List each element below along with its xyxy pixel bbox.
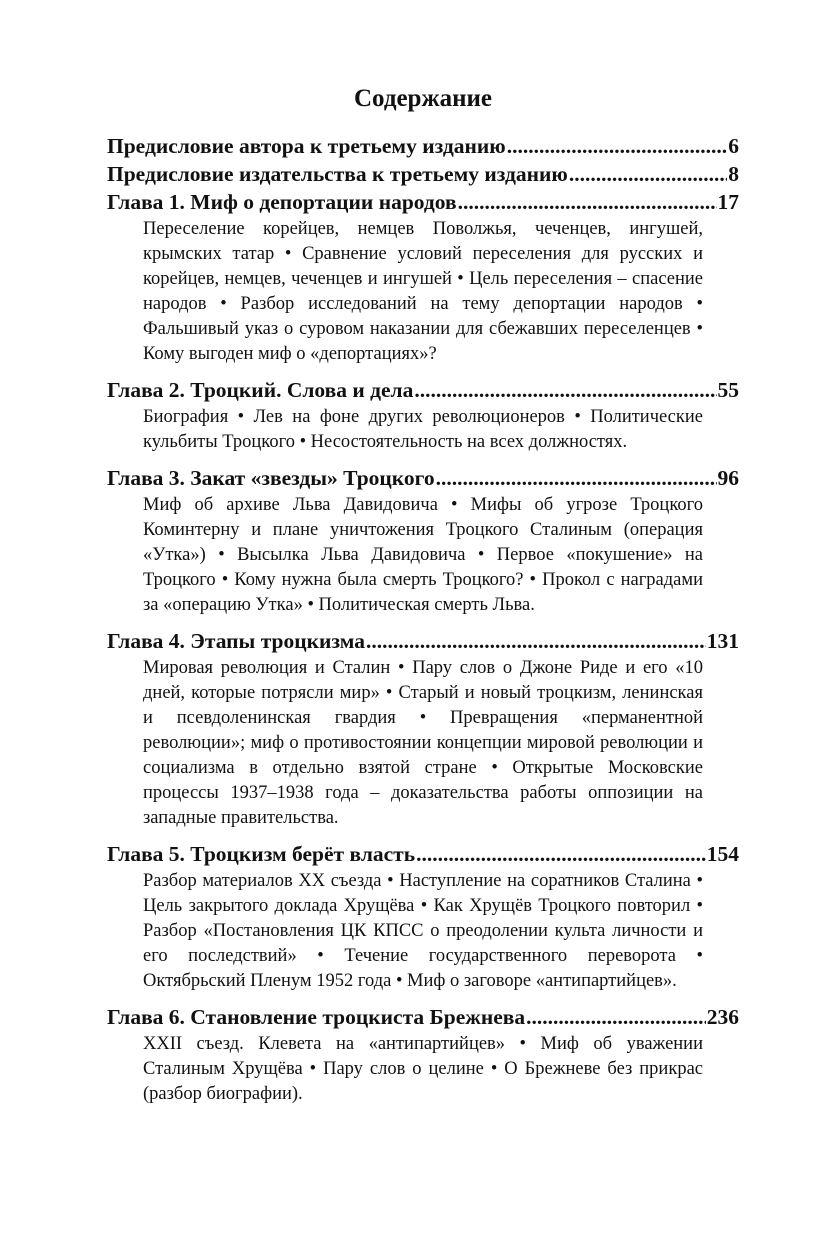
dot-leader [569, 160, 727, 188]
entry-page-number: 6 [728, 134, 739, 158]
dot-leader [507, 132, 728, 160]
toc-entry-chapter-4 [107, 627, 739, 655]
dot-leader [458, 188, 717, 216]
entry-page-number: 8 [728, 162, 739, 186]
chapter-4-summary: Мировая революция и Сталин • Пару слов о Джоне Риде и его «10 дней, которые потрясли мир» • Старый и новый троцкизм, ленинская и псевдоленинская гвардия • Превращения «перманентной революции»; миф о противостоянии концепции мировой революции и социализма в отдельно взятой стране • Открытые Московские процессы 1937–1938 года – доказательства работы оппозиции на западные правительства. [143, 658, 703, 828]
chapter-6-summary: XXII съезд. Клевета на «антипартийцев» • Миф об уважении Сталиным Хрущёва • Пару слов о целине • О Брежневе без прикрас (разбор биографии). [143, 1034, 703, 1104]
dot-leader [526, 1003, 706, 1031]
dot-leader [416, 840, 706, 868]
entry-page-number: 55 [717, 378, 739, 402]
entry-title: Глава 6. Становление троцкиста Брежнева [107, 1005, 526, 1029]
entry-title: Глава 2. Троцкий. Слова и дела [107, 378, 414, 402]
entry-page-number: 236 [706, 1005, 739, 1029]
table-of-contents [107, 84, 739, 1116]
chapter-5-summary: Разбор материалов XX съезда • Наступление на соратников Сталина • Цель закрытого доклада Хрущёва • Как Хрущёв Троцкого повторил • Разбор «Постановления ЦК КПСС о преодолении культа личности и его последствий» • Течение государственного переворота • Октябрьский Пленум 1952 года • Миф о заговоре «антипартийцев». [143, 871, 703, 991]
toc-entry-chapter-3 [107, 464, 739, 492]
entry-page-number: 131 [706, 629, 739, 653]
entry-title: Глава 4. Этапы троцкизма [107, 629, 365, 653]
entry-title: Глава 1. Миф о депортации народов [107, 190, 457, 214]
dot-leader [436, 464, 717, 492]
page-title: Содержание [353, 85, 492, 112]
dot-leader [366, 627, 706, 655]
chapter-2-summary: Биография • Лев на фоне других революционеров • Политические кульбиты Троцкого • Несостоятельность на всех должностях. [143, 407, 703, 452]
entry-title: Глава 3. Закат «звезды» Троцкого [107, 466, 435, 490]
toc-entry-chapter-5 [107, 840, 739, 868]
chapter-3-summary: Миф об архиве Льва Давидовича • Мифы об угрозе Троцкого Коминтерну и плане уничтожения Троцкого Сталиным (операция «Утка») • Высылка Льва Давидовича • Первое «покушение» на Троцкого • Кому нужна была смерть Троцкого? • Прокол с наградами за «операцию Утка» • Политическая смерть Льва. [143, 495, 703, 615]
toc-entry-publisher-preface [107, 160, 739, 188]
chapter-1-summary: Переселение корейцев, немцев Поволжья, чеченцев, ингушей, крымских татар • Сравнение условий переселения для русских и корейцев, немцев, чеченцев и ингушей • Цель переселения – спасение народов • Разбор исследований на тему депортации народов • Фальшивый указ о суровом наказании для сбежавших переселенцев • Кому выгоден миф о «депортациях»? [143, 219, 703, 364]
toc-entry-chapter-6 [107, 1003, 739, 1031]
entry-title: Предисловие издательства к третьему изданию [107, 162, 568, 186]
toc-entry-author-preface [107, 132, 739, 160]
entry-title: Глава 5. Троцкизм берёт власть [107, 842, 416, 866]
entry-page-number: 96 [717, 466, 739, 490]
dot-leader [414, 376, 716, 404]
entry-page-number: 154 [706, 842, 739, 866]
entry-title: Предисловие автора к третьему изданию [107, 134, 506, 158]
toc-entry-chapter-2 [107, 376, 739, 404]
toc-entry-chapter-1 [107, 188, 739, 216]
entry-page-number: 17 [717, 190, 739, 214]
